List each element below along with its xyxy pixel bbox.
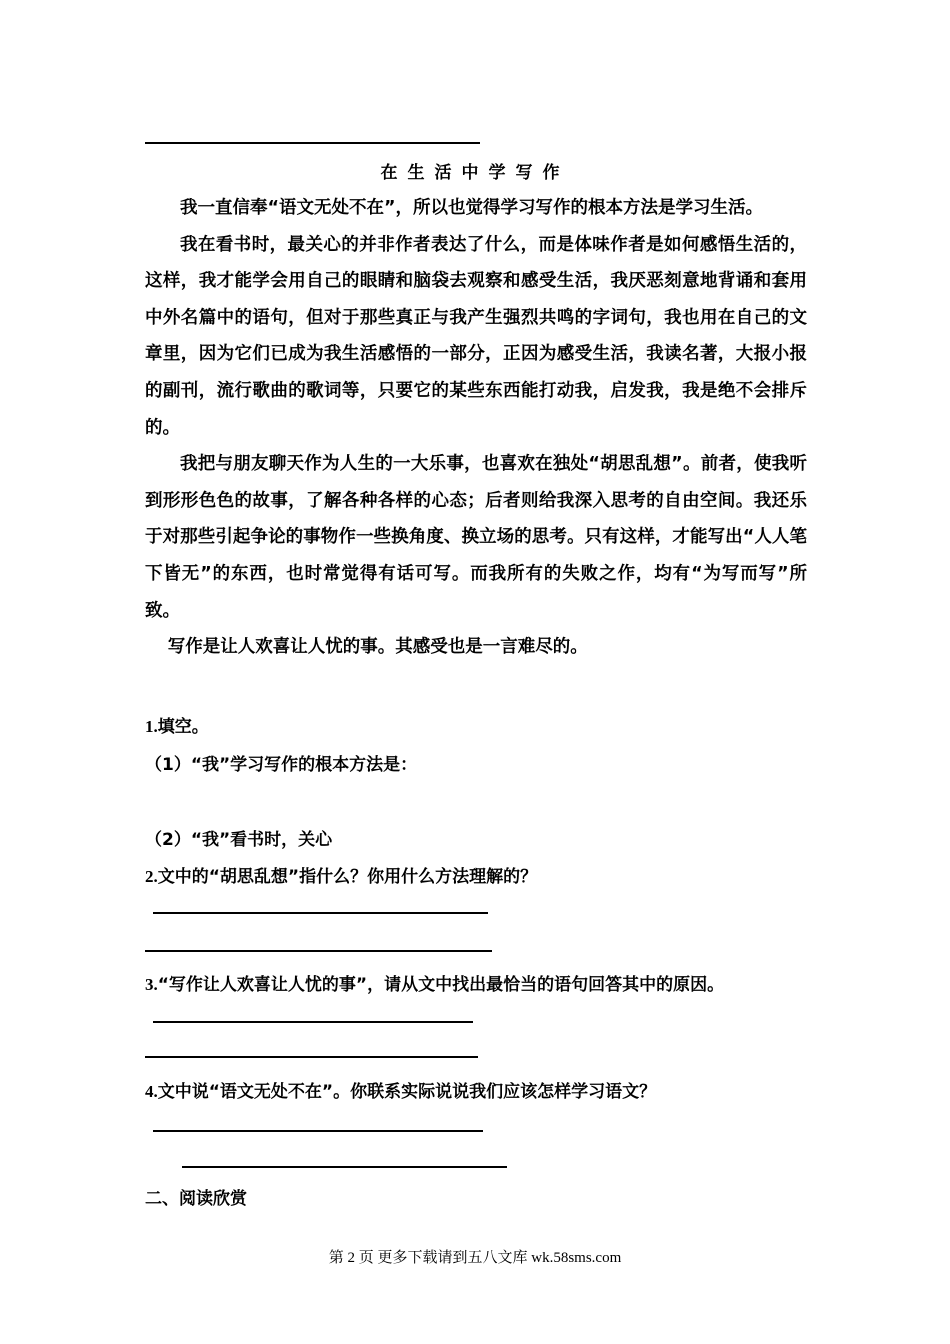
question-number: 2. xyxy=(145,867,158,886)
question-2 xyxy=(145,862,537,887)
page-footer: 第 2 页 更多下载请到五八文库 wk.58sms.com xyxy=(328,1250,622,1266)
answer-line xyxy=(153,1130,483,1132)
article-paragraph: 我一直信奉“语文无处不在”，所以也觉得学习写作的根本方法是学习生活。 xyxy=(180,198,764,218)
answer-line xyxy=(153,912,488,914)
answer-line xyxy=(145,1056,478,1058)
article-paragraph: 写作是让人欢喜让人忧的事。其感受也是一言难尽的。 xyxy=(167,637,588,658)
section-heading: 二、阅读欣赏 xyxy=(145,1189,247,1209)
question-3 xyxy=(145,970,724,995)
article-body xyxy=(145,190,807,666)
question-text: 文中说“语文无处不在”。你联系实际说说我们应该怎样学习语文？ xyxy=(157,1082,657,1102)
question-1-part-2: （2）“我”看书时，关心 xyxy=(145,830,333,850)
question-text: 填空。 xyxy=(157,717,209,737)
question-text: “写作让人欢喜让人忧的事”，请从文中找出最恰当的语句回答其中的原因。 xyxy=(157,975,725,995)
question-number: 1. xyxy=(145,717,158,736)
question-text: 文中的“胡思乱想”指什么？你用什么方法理解的？ xyxy=(157,867,538,887)
answer-line xyxy=(182,1166,507,1168)
question-number: 4. xyxy=(145,1082,158,1101)
article-paragraph: 我在看书时，最关心的并非作者表达了什么，而是体味作者是如何感悟生活的，这样，我才能学会用自己的眼睛和脑袋去观察和感受生活，我厌恶刻意地背诵和套用中外名篇中的语句，但对于那些真正与我产生强烈共鸣的字词句，我也用在自己的文章里，因为它们已成为我生活感悟的一部分，正因为感受生活，我读名著，大报小报的副刊，流行歌曲的歌词等，只要它的某些东西能打动我，启发我，我是绝不会排斥的。 xyxy=(145,234,807,438)
question-number: 3. xyxy=(145,975,158,994)
question-4 xyxy=(145,1077,656,1102)
answer-line xyxy=(153,1021,473,1023)
article-title: 在生活中学写作 xyxy=(380,163,570,183)
answer-line xyxy=(145,950,492,952)
top-rule xyxy=(145,142,480,144)
question-1 xyxy=(145,712,209,737)
article-paragraph: 我把与朋友聊天作为人生的一大乐事，也喜欢在独处“胡思乱想”。前者，使我听到形形色色的故事，了解各种各样的心态；后者则给我深入思考的自由空间。我还乐于对那些引起争论的事物作一些换角度、换立场的思考。只有这样，才能写出“人人笔下皆无”的东西，也时常觉得有话可写。而我所有的失败之作，均有“为写而写”所致。 xyxy=(145,454,807,621)
question-1-part-1: （1）“我”学习写作的根本方法是： xyxy=(145,755,418,775)
